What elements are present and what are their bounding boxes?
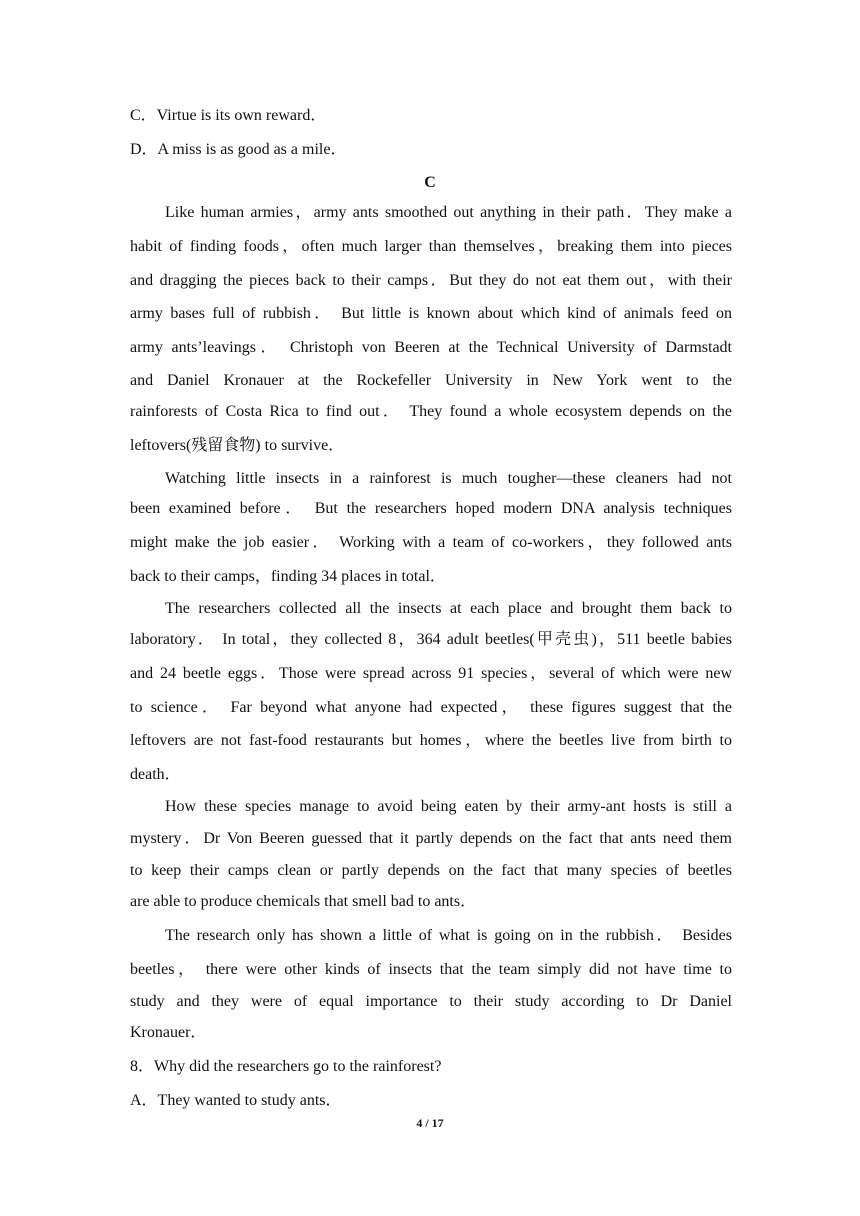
passage-line: Kronauer． <box>130 1024 207 1041</box>
passage-line: habit of finding foods，often much larger than themselves，breaking them into pieces <box>130 238 732 255</box>
passage-line: been examined before． But the researchers hoped modern DNA analysis techniques <box>130 500 732 517</box>
passage-line: Like human armies，army ants smoothed out anything in their path．They make a <box>165 204 732 221</box>
page-number: 4 / 17 <box>416 1116 444 1130</box>
passage-line: might make the job easier． Working with a team of co-workers，they followed ants <box>130 534 733 551</box>
question-8-stem: 8．Why did the researchers go to the rainforest? <box>130 1058 442 1075</box>
passage-line: The research only has shown a little of what is going on in the rubbish． Besides <box>165 927 732 944</box>
section-heading: C <box>424 174 436 191</box>
passage-line: are able to produce chemicals that smell bad to ants． <box>130 893 477 910</box>
passage-line: army ants’leavings． Christoph von Beeren at the Technical University of Darmstadt <box>130 339 732 356</box>
passage-line: rainforests of Costa Rica to find out． They found a whole ecosystem depends on the <box>130 403 732 420</box>
passage-line: leftovers are not fast-food restaurants but homes，where the beetles live from birth to <box>130 732 732 749</box>
passage-line: and Daniel Kronauer at the Rockefeller University in New York went to the <box>130 372 732 389</box>
passage-line: leftovers(残留食物) to survive． <box>130 437 345 454</box>
passage-line: death． <box>130 766 181 783</box>
passage-line: mystery．Dr Von Beeren guessed that it partly depends on the fact that ants need them <box>130 830 732 847</box>
passage-line: laboratory． In total，they collected 8，364 adult beetles(甲壳虫)，511 beetle babies <box>130 631 732 648</box>
passage-line: and dragging the pieces back to their camps．But they do not eat them out，with their <box>130 272 732 289</box>
passage-line: beetles， there were other kinds of insects that the team simply did not have time to <box>130 961 732 978</box>
option-d-prev-question: D．A miss is as good as a mile． <box>130 141 347 158</box>
passage-line: The researchers collected all the insects at each place and brought them back to <box>165 600 732 617</box>
passage-line: back to their camps，finding 34 places in total． <box>130 568 446 585</box>
passage-line: Watching little insects in a rainforest is much tougher—these cleaners had not <box>165 470 732 487</box>
option-c-prev-question: C．Virtue is its own reward． <box>130 107 327 124</box>
passage-line: How these species manage to avoid being eaten by their army-ant hosts is still a <box>165 798 732 815</box>
passage-line: to keep their camps clean or partly depends on the fact that many species of beetles <box>130 862 732 879</box>
question-8-option-a: A．They wanted to study ants． <box>130 1092 342 1109</box>
passage-line: army bases full of rubbish． But little is known about which kind of animals feed on <box>130 305 732 322</box>
passage-line: study and they were of equal importance to their study according to Dr Daniel <box>130 993 732 1010</box>
passage-line: to science． Far beyond what anyone had expected， these figures suggest that the <box>130 699 732 716</box>
passage-line: and 24 beetle eggs．Those were spread across 91 species，several of which were new <box>130 665 733 682</box>
